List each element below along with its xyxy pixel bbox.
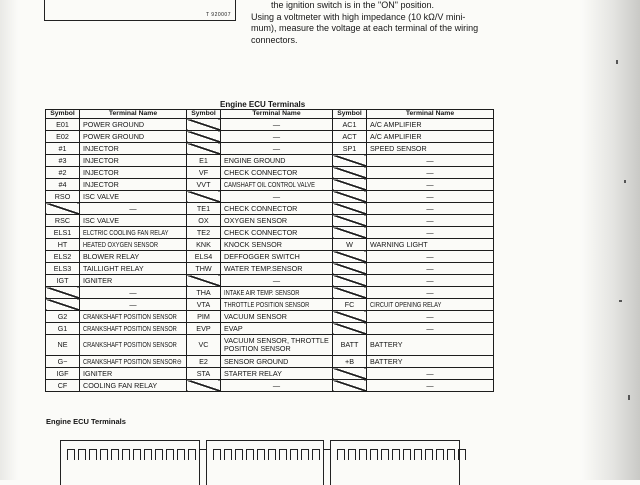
terminal-name (80, 368, 187, 380)
terminal-symbol: #2 (46, 167, 80, 179)
empty-terminal-name: — (367, 155, 494, 167)
table-row (46, 203, 494, 215)
terminal-name-text: POWER GROUND (83, 119, 145, 129)
connector-outline (206, 440, 324, 485)
terminal-symbol: PIM (187, 311, 221, 323)
terminal-symbol: VF (187, 167, 221, 179)
page-left-shadow (0, 0, 18, 480)
terminal-symbol: E2 (187, 356, 221, 368)
terminal-symbol: HT (46, 239, 80, 251)
intro-text (251, 0, 536, 46)
header-symbol-1: Symbol (46, 110, 80, 119)
empty-symbol-cell (333, 179, 367, 191)
terminal-name (80, 167, 187, 179)
diagram-title: Engine ECU Terminals (46, 417, 126, 426)
terminal-symbol: #3 (46, 155, 80, 167)
terminal-symbol: RSC (46, 215, 80, 227)
terminal-name-text: EVAP (224, 323, 243, 333)
terminal-name (367, 299, 494, 311)
empty-symbol-cell (333, 323, 367, 335)
terminal-name (80, 155, 187, 167)
table-row (46, 251, 494, 263)
terminal-name (221, 215, 333, 227)
terminal-name-text: INJECTOR (83, 155, 119, 165)
terminal-name (367, 239, 494, 251)
terminal-symbol: KNK (187, 239, 221, 251)
scan-speck (628, 395, 630, 400)
terminal-name (80, 335, 187, 356)
terminal-symbol: OX (187, 215, 221, 227)
table-row (46, 119, 494, 131)
table-title: Engine ECU Terminals (220, 100, 306, 109)
terminal-name-text: STARTER RELAY (224, 368, 282, 378)
empty-symbol-cell (333, 167, 367, 179)
terminal-symbol: THA (187, 287, 221, 299)
terminal-name-text: KNOCK SENSOR (224, 239, 282, 249)
table-row (46, 368, 494, 380)
table-row (46, 143, 494, 155)
figure-box (44, 0, 236, 21)
terminal-name (221, 368, 333, 380)
terminal-symbol: G− (46, 356, 80, 368)
empty-terminal-name: — (367, 380, 494, 392)
terminal-name (367, 356, 494, 368)
terminal-name-text: IGNITER (83, 368, 113, 378)
terminal-name (80, 311, 187, 323)
table-row (46, 131, 494, 143)
terminal-name-text: CAMSHAFT OIL CONTROL VALVE (224, 179, 315, 189)
terminal-symbol: BATT (333, 335, 367, 356)
terminal-name (80, 119, 187, 131)
terminal-name-text: POWER GROUND (83, 131, 145, 141)
terminal-name-text: CRANKSHAFT POSITION SENSOR (83, 340, 177, 349)
terminal-name-text: TAILLIGHT RELAY (83, 263, 144, 273)
terminal-name-text: CIRCUIT OPENING RELAY (370, 299, 442, 309)
terminal-symbol: G1 (46, 323, 80, 335)
terminal-name-text: DEFFOGGER SWITCH (224, 251, 300, 261)
empty-terminal-name: — (221, 275, 333, 287)
terminal-name-text: INJECTOR (83, 179, 119, 189)
terminal-name-text: CRANKSHAFT POSITION SENSOR (83, 311, 177, 321)
terminal-name-text: ELCTRIC COOLING FAN RELAY (83, 227, 169, 237)
terminal-name (221, 311, 333, 323)
terminal-name-text: VACUUM SENSOR, THROTTLE POSITION SENSOR (224, 336, 329, 353)
empty-terminal-name: — (367, 275, 494, 287)
terminal-name-text: INTAKE AIR TEMP. SENSOR (224, 287, 300, 297)
terminal-name (221, 155, 333, 167)
terminal-name (80, 275, 187, 287)
empty-terminal-name: — (367, 311, 494, 323)
empty-symbol-cell (333, 203, 367, 215)
header-symbol-2: Symbol (187, 110, 221, 119)
terminal-symbol: CF (46, 380, 80, 392)
empty-symbol-cell (333, 287, 367, 299)
terminal-symbol: RSO (46, 191, 80, 203)
empty-symbol-cell (333, 368, 367, 380)
table-row (46, 287, 494, 299)
terminal-name (221, 179, 333, 191)
header-terminal-name-2: Terminal Name (221, 110, 333, 119)
terminal-symbol: ELS2 (46, 251, 80, 263)
terminal-name (221, 167, 333, 179)
terminal-name (80, 380, 187, 392)
empty-symbol-cell (46, 203, 80, 215)
terminal-symbol: W (333, 239, 367, 251)
terminal-name (80, 263, 187, 275)
terminal-name (367, 143, 494, 155)
terminal-name-text: SENSOR GROUND (224, 356, 289, 366)
empty-terminal-name: — (367, 368, 494, 380)
terminal-name-text: ENGINE GROUND (224, 155, 286, 165)
empty-terminal-name: — (367, 251, 494, 263)
table-row (46, 380, 494, 392)
terminal-symbol: +B (333, 356, 367, 368)
table-row (46, 311, 494, 323)
table-row (46, 167, 494, 179)
terminal-symbol: E02 (46, 131, 80, 143)
terminal-symbol: TE1 (187, 203, 221, 215)
intro-line-1: the ignition switch is in the "ON" position. (271, 0, 434, 10)
terminal-name-text: IGNITER (83, 275, 113, 285)
terminal-name-text: CHECK CONNECTOR (224, 227, 298, 237)
terminal-name (367, 335, 494, 356)
terminal-name (221, 323, 333, 335)
terminal-symbol: E01 (46, 119, 80, 131)
header-symbol-3: Symbol (333, 110, 367, 119)
terminal-symbol: VVT (187, 179, 221, 191)
scan-speck (616, 60, 618, 64)
terminal-symbol: TE2 (187, 227, 221, 239)
terminal-name (221, 263, 333, 275)
terminal-name (80, 356, 187, 368)
terminal-symbol: FC (333, 299, 367, 311)
terminal-symbol: VC (187, 335, 221, 356)
terminal-name (221, 299, 333, 311)
table-row (46, 299, 494, 311)
connector-outline (330, 440, 460, 485)
empty-symbol-cell (333, 380, 367, 392)
empty-terminal-name: — (221, 119, 333, 131)
table-row (46, 155, 494, 167)
table-row (46, 356, 494, 368)
empty-symbol-cell (333, 251, 367, 263)
empty-symbol-cell (187, 131, 221, 143)
terminal-symbol: #4 (46, 179, 80, 191)
empty-terminal-name: — (367, 203, 494, 215)
terminal-symbol: NE (46, 335, 80, 356)
terminal-name-text: THROTTLE POSITION SENSOR (224, 299, 310, 309)
scan-speck (624, 180, 626, 183)
terminal-name-text: COOLING FAN RELAY (83, 380, 158, 390)
terminal-name (221, 356, 333, 368)
figure-reference: T 920007 (205, 12, 231, 18)
intro-line-3: mum), measure the voltage at each terminal of the wiring (251, 23, 479, 33)
empty-symbol-cell (333, 191, 367, 203)
empty-terminal-name: — (221, 191, 333, 203)
empty-terminal-name: — (80, 299, 187, 311)
empty-symbol-cell (46, 287, 80, 299)
terminal-name (80, 131, 187, 143)
terminal-symbol: EVP (187, 323, 221, 335)
terminal-symbol: STA (187, 368, 221, 380)
table-row (46, 215, 494, 227)
empty-symbol-cell (333, 263, 367, 275)
table-row (46, 191, 494, 203)
terminal-name (221, 227, 333, 239)
table-row (46, 227, 494, 239)
empty-terminal-name: — (367, 215, 494, 227)
terminal-name-text: INJECTOR (83, 167, 119, 177)
empty-symbol-cell (187, 143, 221, 155)
terminal-name (80, 143, 187, 155)
terminal-symbol: IGT (46, 275, 80, 287)
terminal-symbol: ELS4 (187, 251, 221, 263)
terminal-symbol: E1 (187, 155, 221, 167)
empty-symbol-cell (187, 119, 221, 131)
terminal-name (80, 215, 187, 227)
empty-symbol-cell (333, 215, 367, 227)
empty-symbol-cell (187, 275, 221, 287)
terminal-name-text: BATTERY (370, 356, 403, 366)
empty-terminal-name: — (367, 263, 494, 275)
empty-terminal-name: — (367, 227, 494, 239)
terminal-name-text: OXYGEN SENSOR (224, 215, 288, 225)
page-right-shadow (582, 0, 640, 480)
terminal-name-text: CHECK CONNECTOR (224, 203, 298, 213)
terminal-name-text: WARNING LIGHT (370, 239, 428, 249)
terminal-name (80, 191, 187, 203)
connector-outline (60, 440, 200, 485)
terminal-symbol: #1 (46, 143, 80, 155)
terminal-name (80, 179, 187, 191)
intro-line-4: connectors. (251, 34, 298, 45)
empty-symbol-cell (333, 275, 367, 287)
table-row (46, 335, 494, 356)
table-row (46, 263, 494, 275)
terminal-name (221, 203, 333, 215)
terminal-symbol: THW (187, 263, 221, 275)
terminal-name (221, 251, 333, 263)
terminal-symbol: IGF (46, 368, 80, 380)
header-terminal-name-1: Terminal Name (80, 110, 187, 119)
empty-terminal-name: — (221, 143, 333, 155)
terminal-name-text: SPEED SENSOR (370, 143, 427, 153)
header-terminal-name-3: Terminal Name (367, 110, 494, 119)
empty-terminal-name: — (367, 323, 494, 335)
empty-symbol-cell (333, 311, 367, 323)
empty-terminal-name: — (367, 191, 494, 203)
terminal-name (221, 335, 333, 356)
empty-symbol-cell (46, 299, 80, 311)
terminal-name-text: HEATED OXYGEN SENSOR (83, 239, 158, 249)
table-header-row (46, 110, 494, 119)
empty-terminal-name: — (367, 167, 494, 179)
scan-speck (619, 300, 622, 302)
terminal-name-text: INJECTOR (83, 143, 119, 153)
terminal-symbol: SP1 (333, 143, 367, 155)
terminal-name-text: A/C AMPLIFIER (370, 119, 422, 129)
terminal-name-text: VACUUM SENSOR (224, 311, 287, 321)
table-row (46, 179, 494, 191)
terminal-name (80, 251, 187, 263)
terminal-name (221, 287, 333, 299)
empty-terminal-name: — (367, 287, 494, 299)
terminal-name-text: WATER TEMP.SENSOR (224, 263, 303, 273)
table-row (46, 239, 494, 251)
empty-symbol-cell (187, 191, 221, 203)
terminal-name (367, 131, 494, 143)
terminal-name (221, 239, 333, 251)
terminal-name-text: CRANKSHAFT POSITION SENSOR⊖ (83, 356, 182, 366)
empty-terminal-name: — (80, 287, 187, 299)
table-row (46, 323, 494, 335)
empty-terminal-name: — (367, 179, 494, 191)
terminal-name (367, 119, 494, 131)
terminal-name-text: ISC VALVE (83, 215, 120, 225)
terminal-symbol: AC1 (333, 119, 367, 131)
table-row (46, 275, 494, 287)
empty-symbol-cell (187, 380, 221, 392)
empty-terminal-name: — (221, 380, 333, 392)
intro-line-2: Using a voltmeter with high impedance (10 kΩ/V mini- (251, 11, 466, 22)
terminal-symbol: G2 (46, 311, 80, 323)
terminal-symbol: ELS1 (46, 227, 80, 239)
terminal-name-text: CHECK CONNECTOR (224, 167, 298, 177)
terminal-name (80, 323, 187, 335)
terminal-name (80, 227, 187, 239)
terminal-name-text: BATTERY (370, 340, 403, 349)
empty-symbol-cell (333, 155, 367, 167)
terminal-name (80, 239, 187, 251)
terminal-symbol: ACT (333, 131, 367, 143)
terminal-name-text: CRANKSHAFT POSITION SENSOR (83, 323, 177, 333)
ecu-terminal-table (45, 109, 494, 392)
terminal-name-text: ISC VALVE (83, 191, 120, 201)
terminal-name-text: BLOWER RELAY (83, 251, 140, 261)
terminal-symbol: ELS3 (46, 263, 80, 275)
table-body (46, 119, 494, 392)
empty-symbol-cell (333, 227, 367, 239)
terminal-symbol: VTA (187, 299, 221, 311)
empty-terminal-name: — (221, 131, 333, 143)
terminal-name-text: A/C AMPLIFIER (370, 131, 422, 141)
empty-terminal-name: — (80, 203, 187, 215)
